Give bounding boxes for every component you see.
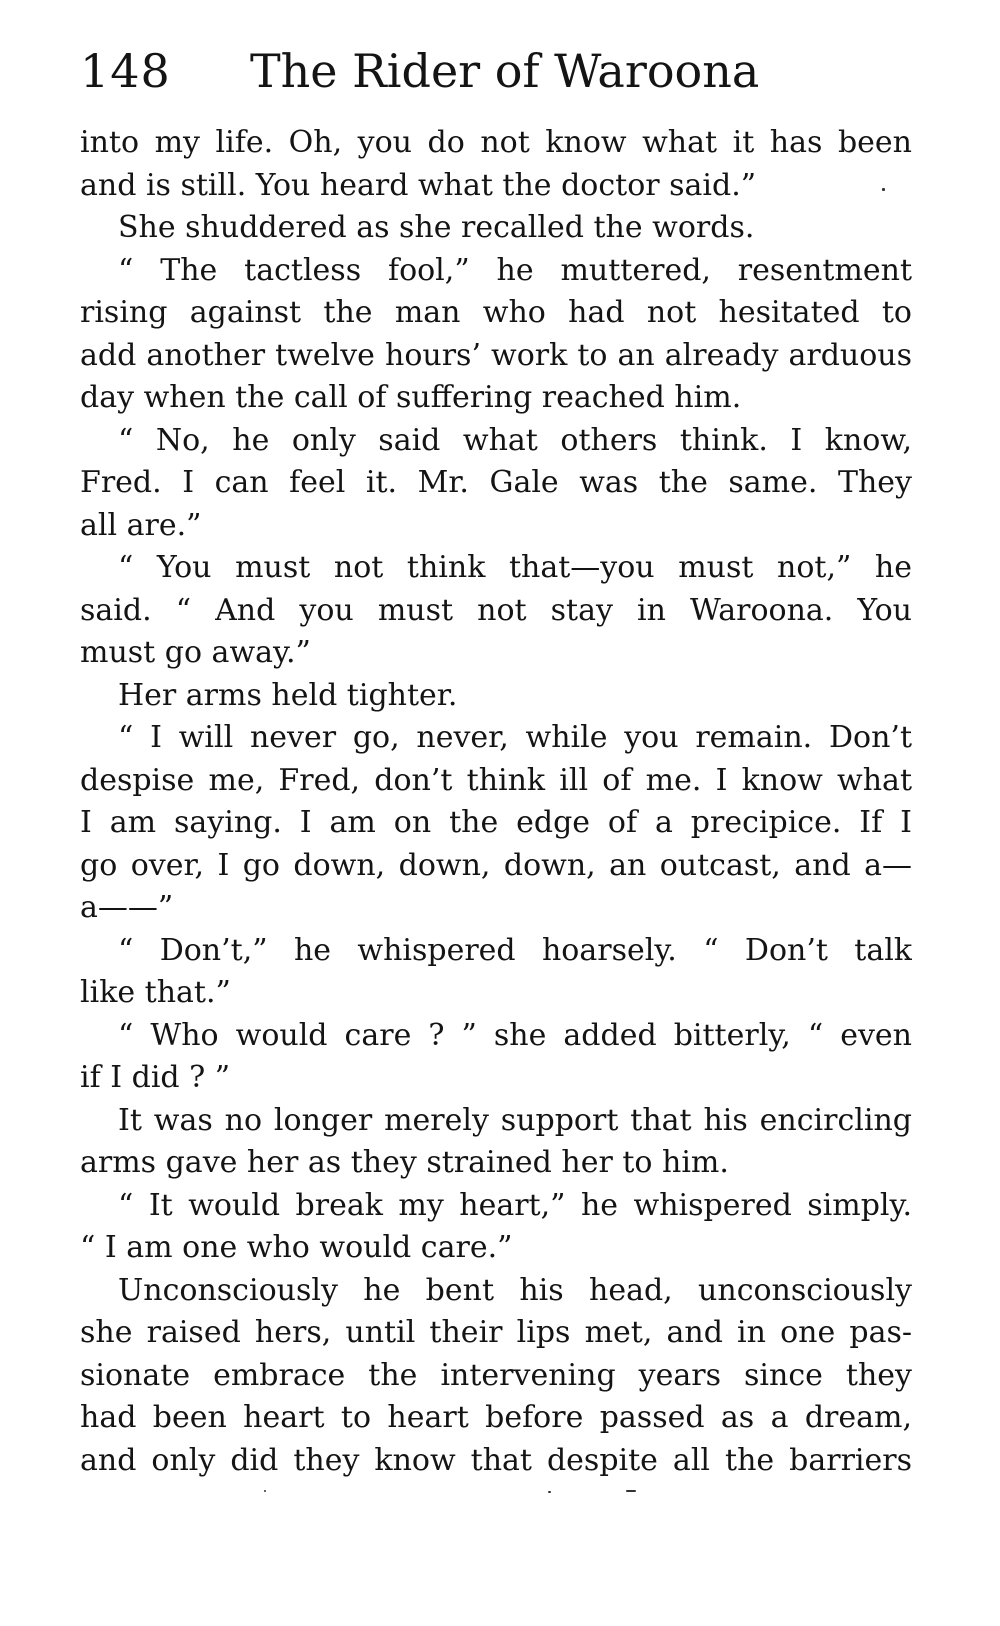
text-line: Her arms held tighter. (118, 677, 458, 713)
text-line: “ Who would care ? ” she added bitterly, “ even (118, 1017, 912, 1053)
text-line: arms gave her as they strained her to him. (80, 1145, 729, 1180)
print-speck (264, 1490, 266, 1492)
text-line: “ I will never go, never, while you remain. Don’t (118, 720, 912, 755)
body-text (80, 122, 912, 1482)
text-line: Fred. I can feel it. Mr. Gale was the same. They (80, 465, 912, 500)
page-number: 148 (80, 44, 171, 98)
text-line: had been heart to heart before passed as a dream, (80, 1400, 912, 1435)
text-line: and only did they know that despite all the barriers (80, 1442, 912, 1478)
text-line: Unconsciously he bent his head, unconsciously (118, 1272, 912, 1308)
text-line: She shuddered as she recalled the words. (118, 210, 755, 245)
text-line: rising against the man who had not hesitated to (80, 295, 912, 330)
text-line: into my life. Oh, you do not know what it has been (80, 125, 912, 160)
text-line: despise me, Fred, don’t think ill of me. I know what (80, 762, 912, 798)
text-line: if I did ? ” (80, 1060, 231, 1095)
print-speck (626, 1490, 636, 1492)
running-head (80, 36, 920, 106)
print-speck (882, 188, 885, 191)
text-line: like that.” (80, 975, 231, 1010)
text-line: she raised hers, until their lips met, and in one pas- (80, 1315, 912, 1350)
text-line: sionate embrace the intervening years since they (80, 1357, 912, 1393)
text-line: “ Don’t,” he whispered hoarsely. “ Don’t talk (118, 932, 912, 968)
text-line: “ I am one who would care.” (80, 1230, 513, 1265)
book-title: The Rider of Waroona (250, 44, 760, 98)
text-line: a——” (80, 890, 174, 925)
print-speck (548, 1491, 551, 1493)
text-line: must go away.” (80, 635, 311, 670)
text-line: all are.” (80, 507, 202, 543)
text-line: “ The tactless fool,” he muttered, resentment (118, 252, 912, 288)
text-line: day when the call of suffering reached him. (80, 380, 742, 415)
text-line: It was no longer merely support that his encircling (118, 1102, 912, 1138)
text-line: “ No, he only said what others think. I know, (118, 422, 912, 458)
text-line: add another twelve hours’ work to an already arduous (80, 337, 912, 373)
text-line: I am saying. I am on the edge of a precipice. If I (80, 805, 912, 840)
text-line: said. “ And you must not stay in Waroona. You (80, 592, 912, 628)
text-line: “ It would break my heart,” he whispered simply. (118, 1187, 912, 1223)
text-line: and is still. You heard what the doctor said.” (80, 167, 757, 203)
text-line: go over, I go down, down, down, an outcast, and a— (80, 847, 912, 883)
text-line: “ You must not think that—you must not,” he (118, 550, 912, 585)
